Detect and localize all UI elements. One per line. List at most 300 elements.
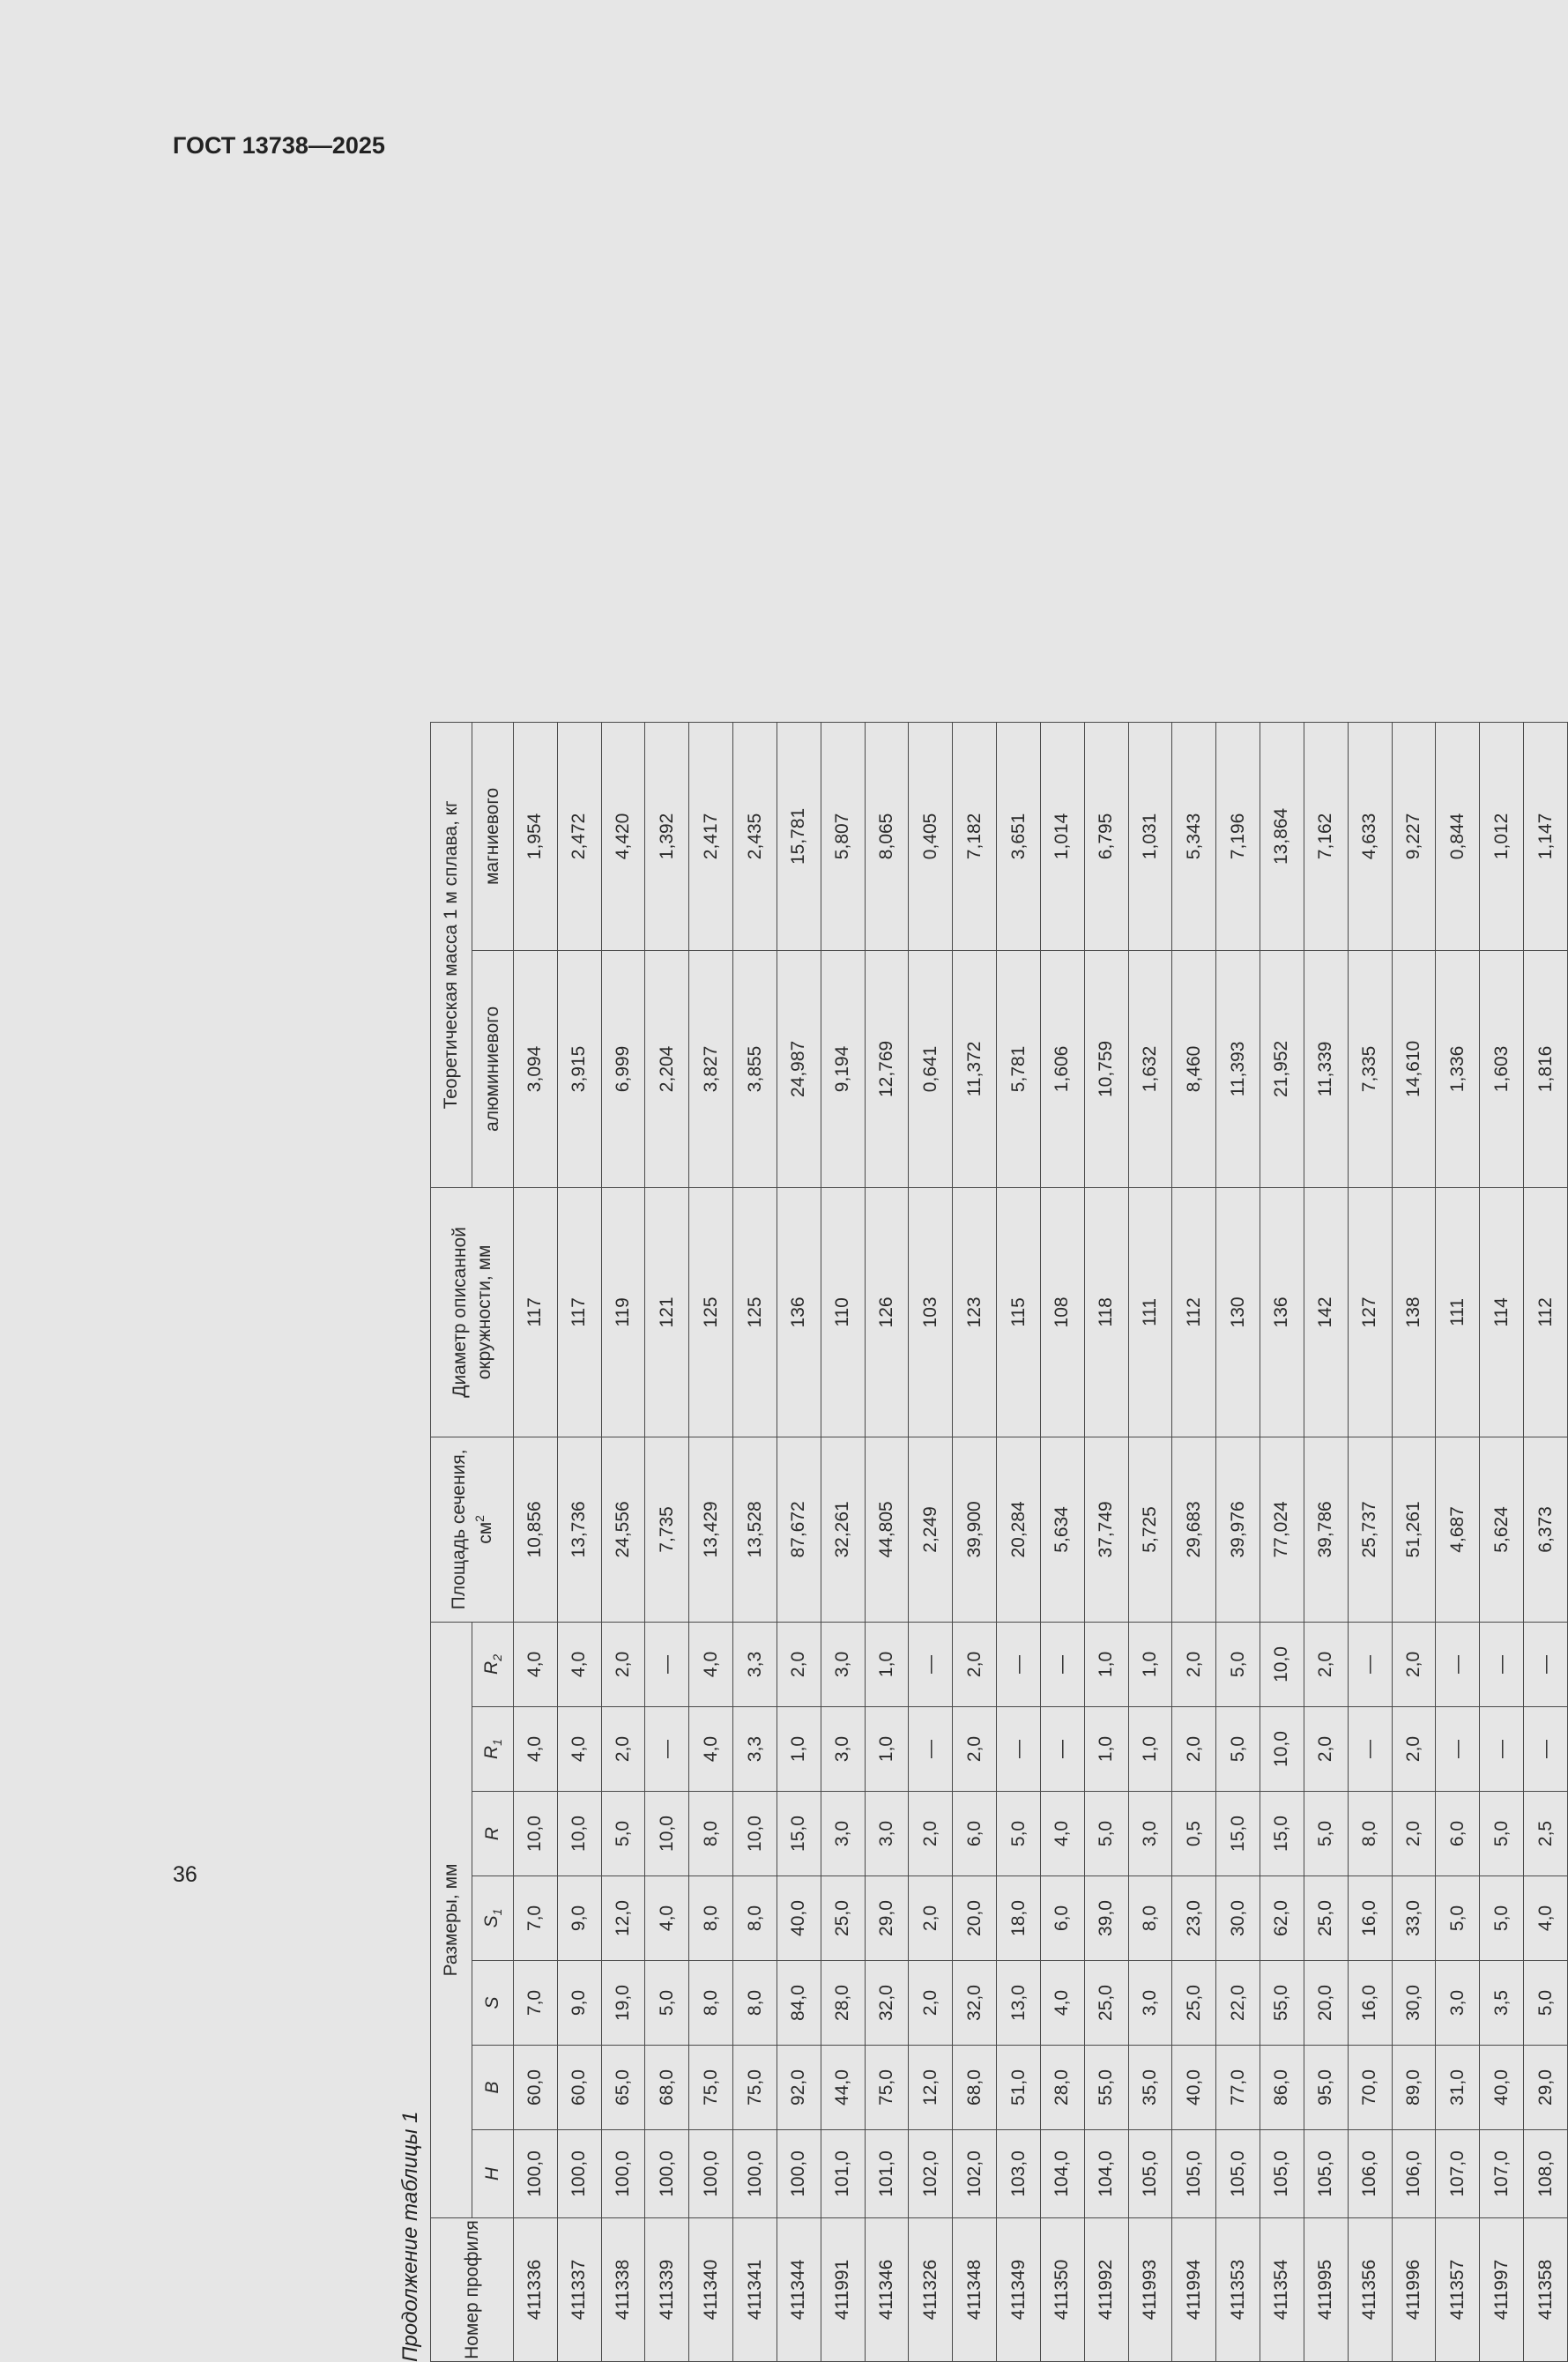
table-row (1524, 722, 1568, 2361)
cell-r: 2,0 (1392, 1792, 1436, 1876)
cell-s: 2,0 (909, 1961, 953, 2046)
cell-diameter: 114 (1480, 1187, 1524, 1437)
cell-s: 5,0 (645, 1961, 689, 2046)
cell-r1: 10,0 (1260, 1707, 1304, 1792)
cell-mass-aluminium: 1,632 (1128, 950, 1172, 1187)
cell-s: 8,0 (733, 1961, 777, 2046)
cell-b: 40,0 (1480, 2046, 1524, 2130)
cell-s: 30,0 (1392, 1961, 1436, 2046)
cell-mass-magnesium: 9,227 (1392, 722, 1436, 950)
cell-r: 3,0 (865, 1792, 909, 1876)
cell-r: 15,0 (1260, 1792, 1304, 1876)
table-row (514, 722, 558, 2361)
rotated-table-region (398, 723, 1556, 2362)
cell-h: 104,0 (1084, 2130, 1128, 2218)
cell-r1: — (997, 1707, 1041, 1792)
cell-r1: — (1436, 1707, 1480, 1792)
cell-b: 75,0 (689, 2046, 733, 2130)
col-header-diameter: Диаметр описанной окружности, мм (431, 1187, 514, 1437)
cell-h: 100,0 (557, 2130, 601, 2218)
cell-area: 39,976 (1216, 1437, 1260, 1622)
cell-mass-aluminium: 3,915 (557, 950, 601, 1187)
cell-area: 87,672 (777, 1437, 821, 1622)
cell-mass-magnesium: 1,954 (514, 722, 558, 950)
cell-r1: — (1480, 1707, 1524, 1792)
cell-mass-aluminium: 1,606 (1040, 950, 1084, 1187)
cell-s1: 6,0 (1040, 1876, 1084, 1961)
cell-area: 13,736 (557, 1437, 601, 1622)
cell-mass-aluminium: 10,759 (1084, 950, 1128, 1187)
document-header: ГОСТ 13738—2025 (173, 132, 385, 159)
cell-r1: 4,0 (689, 1707, 733, 1792)
cell-h: 107,0 (1436, 2130, 1480, 2218)
cell-s: 5,0 (1524, 1961, 1568, 2046)
cell-s: 3,0 (1128, 1961, 1172, 2046)
cell-mass-aluminium: 5,781 (997, 950, 1041, 1187)
cell-diameter: 103 (909, 1187, 953, 1437)
table-row (645, 722, 689, 2361)
cell-diameter: 111 (1128, 1187, 1172, 1437)
cell-area: 51,261 (1392, 1437, 1436, 1622)
cell-r2: 4,0 (514, 1622, 558, 1706)
cell-b: 68,0 (953, 2046, 997, 2130)
cell-mass-magnesium: 1,147 (1524, 722, 1568, 950)
cell-s: 20,0 (1304, 1961, 1348, 2046)
cell-r: 0,5 (1172, 1792, 1216, 1876)
col-header-R: R (472, 1792, 514, 1876)
cell-r2: 4,0 (557, 1622, 601, 1706)
cell-diameter: 112 (1524, 1187, 1568, 1437)
cell-mass-aluminium: 14,610 (1392, 950, 1436, 1187)
cell-mass-aluminium: 11,339 (1304, 950, 1348, 1187)
cell-s1: 5,0 (1480, 1876, 1524, 1961)
cell-area: 5,725 (1128, 1437, 1172, 1622)
cell-r1: 1,0 (1128, 1707, 1172, 1792)
cell-mass-magnesium: 1,012 (1480, 722, 1524, 950)
cell-mass-magnesium: 7,182 (953, 722, 997, 950)
cell-profile-no: 411991 (821, 2218, 865, 2362)
cell-r2: — (1480, 1622, 1524, 1706)
cell-s: 9,0 (557, 1961, 601, 2046)
cell-r: 2,0 (909, 1792, 953, 1876)
cell-s: 32,0 (953, 1961, 997, 2046)
cell-s1: 23,0 (1172, 1876, 1216, 1961)
table-row (601, 722, 645, 2361)
cell-r2: 10,0 (1260, 1622, 1304, 1706)
cell-s: 3,5 (1480, 1961, 1524, 2046)
cell-mass-aluminium: 1,336 (1436, 950, 1480, 1187)
cell-h: 105,0 (1304, 2130, 1348, 2218)
cell-profile-no: 411341 (733, 2218, 777, 2362)
cell-mass-magnesium: 0,844 (1436, 722, 1480, 950)
cell-s: 8,0 (689, 1961, 733, 2046)
col-header-S: S (472, 1961, 514, 2046)
cell-b: 68,0 (645, 2046, 689, 2130)
cell-r2: 2,0 (777, 1622, 821, 1706)
cell-diameter: 117 (514, 1187, 558, 1437)
cell-mass-magnesium: 15,781 (777, 722, 821, 950)
cell-profile-no: 411348 (953, 2218, 997, 2362)
cell-h: 102,0 (909, 2130, 953, 2218)
cell-s1: 30,0 (1216, 1876, 1260, 1961)
cell-r2: 1,0 (1128, 1622, 1172, 1706)
cell-mass-magnesium: 6,795 (1084, 722, 1128, 950)
cell-h: 100,0 (777, 2130, 821, 2218)
cell-s: 19,0 (601, 1961, 645, 2046)
cell-diameter: 118 (1084, 1187, 1128, 1437)
cell-s1: 62,0 (1260, 1876, 1304, 1961)
cell-profile-no: 411353 (1216, 2218, 1260, 2362)
cell-b: 75,0 (733, 2046, 777, 2130)
cell-mass-aluminium: 3,094 (514, 950, 558, 1187)
table-row (1348, 722, 1392, 2361)
cell-area: 29,683 (1172, 1437, 1216, 1622)
col-header-R2 (472, 1622, 514, 1706)
cell-r2: 2,0 (1304, 1622, 1348, 1706)
cell-diameter: 111 (1436, 1187, 1480, 1437)
cell-b: 51,0 (997, 2046, 1041, 2130)
cell-r1: 2,0 (601, 1707, 645, 1792)
col-header-profile-no: Номер профиля (431, 2218, 514, 2362)
cell-b: 29,0 (1524, 2046, 1568, 2130)
cell-r2: 1,0 (1084, 1622, 1128, 1706)
cell-s: 22,0 (1216, 1961, 1260, 2046)
cell-r: 6,0 (1436, 1792, 1480, 1876)
table-row (1128, 722, 1172, 2361)
cell-h: 106,0 (1392, 2130, 1436, 2218)
cell-area: 13,429 (689, 1437, 733, 1622)
cell-r1: 2,0 (953, 1707, 997, 1792)
cell-r2: 1,0 (865, 1622, 909, 1706)
cell-diameter: 110 (821, 1187, 865, 1437)
cell-mass-aluminium: 7,335 (1348, 950, 1392, 1187)
cell-mass-magnesium: 1,014 (1040, 722, 1084, 950)
cell-s1: 2,0 (909, 1876, 953, 1961)
cell-area: 37,749 (1084, 1437, 1128, 1622)
cell-r: 5,0 (1084, 1792, 1128, 1876)
cell-h: 105,0 (1128, 2130, 1172, 2218)
cell-area: 39,900 (953, 1437, 997, 1622)
table-row (997, 722, 1041, 2361)
cell-s1: 8,0 (1128, 1876, 1172, 1961)
cell-profile-no: 411339 (645, 2218, 689, 2362)
table-row (1304, 722, 1348, 2361)
cell-s1: 39,0 (1084, 1876, 1128, 1961)
cell-r2: 2,0 (1172, 1622, 1216, 1706)
cell-r2: — (909, 1622, 953, 1706)
cell-r: 4,0 (1040, 1792, 1084, 1876)
cell-s1: 40,0 (777, 1876, 821, 1961)
cell-r: 5,0 (1304, 1792, 1348, 1876)
cell-mass-magnesium: 13,864 (1260, 722, 1304, 950)
cell-mass-magnesium: 7,196 (1216, 722, 1260, 950)
cell-s: 32,0 (865, 1961, 909, 2046)
cell-s1: 8,0 (733, 1876, 777, 1961)
cell-s1: 25,0 (821, 1876, 865, 1961)
area-label: Площадь сечения, см (449, 1449, 495, 1610)
cell-b: 40,0 (1172, 2046, 1216, 2130)
cell-b: 55,0 (1084, 2046, 1128, 2130)
cell-mass-aluminium: 21,952 (1260, 950, 1304, 1187)
cell-s: 55,0 (1260, 1961, 1304, 2046)
cell-profile-no: 411354 (1260, 2218, 1304, 2362)
cell-s: 7,0 (514, 1961, 558, 2046)
r1-subscript: 1 (490, 1739, 505, 1746)
cell-mass-aluminium: 11,372 (953, 950, 997, 1187)
cell-h: 105,0 (1172, 2130, 1216, 2218)
cell-mass-aluminium: 8,460 (1172, 950, 1216, 1187)
cell-area: 7,735 (645, 1437, 689, 1622)
cell-diameter: 119 (601, 1187, 645, 1437)
cell-r: 8,0 (1348, 1792, 1392, 1876)
cell-b: 60,0 (557, 2046, 601, 2130)
cell-mass-magnesium: 5,343 (1172, 722, 1216, 950)
table-row (1392, 722, 1436, 2361)
cell-diameter: 125 (733, 1187, 777, 1437)
cell-b: 31,0 (1436, 2046, 1480, 2130)
cell-mass-magnesium: 4,420 (601, 722, 645, 950)
cell-r1: — (909, 1707, 953, 1792)
table-row (557, 722, 601, 2361)
cell-area: 24,556 (601, 1437, 645, 1622)
cell-area: 39,786 (1304, 1437, 1348, 1622)
cell-profile-no: 411996 (1392, 2218, 1436, 2362)
cell-mass-aluminium: 6,999 (601, 950, 645, 1187)
r1-base: R (481, 1745, 502, 1759)
cell-h: 100,0 (645, 2130, 689, 2218)
cell-mass-magnesium: 5,807 (821, 722, 865, 950)
cell-r: 3,0 (821, 1792, 865, 1876)
table-row (1040, 722, 1084, 2361)
cell-s1: 33,0 (1392, 1876, 1436, 1961)
cell-diameter: 136 (1260, 1187, 1304, 1437)
cell-r2: 5,0 (1216, 1622, 1260, 1706)
cell-profile-no: 411337 (557, 2218, 601, 2362)
col-header-H: H (472, 2130, 514, 2218)
table-row (1480, 722, 1524, 2361)
cell-r: 10,0 (557, 1792, 601, 1876)
cell-r: 5,0 (601, 1792, 645, 1876)
cell-h: 105,0 (1216, 2130, 1260, 2218)
cell-area: 4,687 (1436, 1437, 1480, 1622)
cell-mass-aluminium: 11,393 (1216, 950, 1260, 1187)
cell-r1: — (1524, 1707, 1568, 1792)
cell-h: 101,0 (821, 2130, 865, 2218)
table-row (1216, 722, 1260, 2361)
cell-h: 104,0 (1040, 2130, 1084, 2218)
cell-r2: — (645, 1622, 689, 1706)
cell-mass-magnesium: 2,472 (557, 722, 601, 950)
cell-b: 92,0 (777, 2046, 821, 2130)
cell-s1: 9,0 (557, 1876, 601, 1961)
cell-diameter: 125 (689, 1187, 733, 1437)
cell-r2: 2,0 (601, 1622, 645, 1706)
cell-area: 13,528 (733, 1437, 777, 1622)
area-superscript: 2 (472, 1515, 487, 1522)
r2-base: R (481, 1660, 502, 1675)
cell-s1: 5,0 (1436, 1876, 1480, 1961)
cell-diameter: 108 (1040, 1187, 1084, 1437)
cell-mass-magnesium: 1,031 (1128, 722, 1172, 950)
cell-profile-no: 411992 (1084, 2218, 1128, 2362)
cell-mass-aluminium: 12,769 (865, 950, 909, 1187)
cell-r1: 3,3 (733, 1707, 777, 1792)
col-header-aluminium: алюминиевого (472, 950, 514, 1187)
cell-profile-no: 411357 (1436, 2218, 1480, 2362)
cell-mass-aluminium: 1,816 (1524, 950, 1568, 1187)
cell-profile-no: 411346 (865, 2218, 909, 2362)
cell-h: 107,0 (1480, 2130, 1524, 2218)
cell-s1: 16,0 (1348, 1876, 1392, 1961)
cell-h: 100,0 (514, 2130, 558, 2218)
cell-profile-no: 411997 (1480, 2218, 1524, 2362)
col-header-R1 (472, 1707, 514, 1792)
cell-r1: — (645, 1707, 689, 1792)
cell-r: 3,0 (1128, 1792, 1172, 1876)
cell-r2: — (1436, 1622, 1480, 1706)
cell-mass-aluminium: 24,987 (777, 950, 821, 1187)
cell-r: 2,5 (1524, 1792, 1568, 1876)
cell-r: 10,0 (514, 1792, 558, 1876)
cell-s1: 18,0 (997, 1876, 1041, 1961)
cell-s1: 4,0 (1524, 1876, 1568, 1961)
cell-r2: 3,3 (733, 1622, 777, 1706)
cell-area: 5,624 (1480, 1437, 1524, 1622)
cell-profile-no: 411336 (514, 2218, 558, 2362)
cell-s1: 25,0 (1304, 1876, 1348, 1961)
cell-r2: 2,0 (953, 1622, 997, 1706)
cell-s: 3,0 (1436, 1961, 1480, 2046)
cell-r1: 3,0 (821, 1707, 865, 1792)
cell-profile-no: 411344 (777, 2218, 821, 2362)
cell-mass-magnesium: 4,633 (1348, 722, 1392, 950)
cell-diameter: 130 (1216, 1187, 1260, 1437)
cell-h: 102,0 (953, 2130, 997, 2218)
cell-s1: 4,0 (645, 1876, 689, 1961)
cell-diameter: 142 (1304, 1187, 1348, 1437)
col-header-B: B (472, 2046, 514, 2130)
cell-r1: 4,0 (557, 1707, 601, 1792)
cell-r: 5,0 (1480, 1792, 1524, 1876)
cell-r: 6,0 (953, 1792, 997, 1876)
table-caption: Продолжение таблицы 1 (398, 2111, 422, 2362)
page-number: 36 (173, 1862, 197, 1887)
cell-profile-no: 411350 (1040, 2218, 1084, 2362)
cell-r1: 1,0 (1084, 1707, 1128, 1792)
col-group-mass: Теоретическая масса 1 м сплава, кг (431, 722, 472, 1187)
cell-r1: 5,0 (1216, 1707, 1260, 1792)
cell-s1: 20,0 (953, 1876, 997, 1961)
cell-h: 106,0 (1348, 2130, 1392, 2218)
cell-b: 75,0 (865, 2046, 909, 2130)
cell-mass-aluminium: 2,204 (645, 950, 689, 1187)
cell-h: 100,0 (733, 2130, 777, 2218)
cell-r2: — (1524, 1622, 1568, 1706)
cell-r1: 1,0 (777, 1707, 821, 1792)
cell-profile-no: 411349 (997, 2218, 1041, 2362)
cell-diameter: 123 (953, 1187, 997, 1437)
cell-mass-magnesium: 8,065 (865, 722, 909, 950)
table-row (909, 722, 953, 2361)
table-body (514, 722, 1568, 2361)
cell-r2: 4,0 (689, 1622, 733, 1706)
cell-r1: 4,0 (514, 1707, 558, 1792)
table-row (1260, 722, 1304, 2361)
cell-area: 44,805 (865, 1437, 909, 1622)
cell-diameter: 121 (645, 1187, 689, 1437)
cell-b: 77,0 (1216, 2046, 1260, 2130)
cell-s1: 8,0 (689, 1876, 733, 1961)
cell-s1: 7,0 (514, 1876, 558, 1961)
cell-b: 95,0 (1304, 2046, 1348, 2130)
cell-diameter: 126 (865, 1187, 909, 1437)
cell-b: 70,0 (1348, 2046, 1392, 2130)
cell-profile-no: 411340 (689, 2218, 733, 2362)
cell-r1: 2,0 (1172, 1707, 1216, 1792)
cell-r2: — (1348, 1622, 1392, 1706)
cell-s: 28,0 (821, 1961, 865, 2046)
cell-profile-no: 411993 (1128, 2218, 1172, 2362)
cell-b: 60,0 (514, 2046, 558, 2130)
cell-mass-aluminium: 3,827 (689, 950, 733, 1187)
cell-b: 35,0 (1128, 2046, 1172, 2130)
table-row (1084, 722, 1128, 2361)
cell-s: 25,0 (1084, 1961, 1128, 2046)
cell-mass-magnesium: 1,392 (645, 722, 689, 950)
cell-s: 84,0 (777, 1961, 821, 2046)
cell-area: 25,737 (1348, 1437, 1392, 1622)
cell-s1: 29,0 (865, 1876, 909, 1961)
cell-r: 5,0 (997, 1792, 1041, 1876)
cell-profile-no: 411338 (601, 2218, 645, 2362)
cell-b: 44,0 (821, 2046, 865, 2130)
cell-r1: — (1040, 1707, 1084, 1792)
cell-h: 101,0 (865, 2130, 909, 2218)
cell-r1: 2,0 (1304, 1707, 1348, 1792)
cell-area: 6,373 (1524, 1437, 1568, 1622)
table-row (1436, 722, 1480, 2361)
cell-s: 25,0 (1172, 1961, 1216, 2046)
cell-h: 108,0 (1524, 2130, 1568, 2218)
table-row (865, 722, 909, 2361)
cell-mass-magnesium: 7,162 (1304, 722, 1348, 950)
cell-area: 20,284 (997, 1437, 1041, 1622)
cell-profile-no: 411994 (1172, 2218, 1216, 2362)
s1-subscript: 1 (490, 1908, 505, 1916)
cell-h: 105,0 (1260, 2130, 1304, 2218)
cell-mass-magnesium: 3,651 (997, 722, 1041, 950)
cell-profile-no: 411356 (1348, 2218, 1392, 2362)
cell-area: 77,024 (1260, 1437, 1304, 1622)
cell-s: 16,0 (1348, 1961, 1392, 2046)
profiles-table (430, 722, 1568, 2362)
cell-mass-magnesium: 2,417 (689, 722, 733, 950)
cell-mass-aluminium: 9,194 (821, 950, 865, 1187)
cell-s: 13,0 (997, 1961, 1041, 2046)
col-group-dimensions: Размеры, мм (431, 1622, 472, 2217)
cell-s1: 12,0 (601, 1876, 645, 1961)
cell-h: 103,0 (997, 2130, 1041, 2218)
cell-h: 100,0 (601, 2130, 645, 2218)
cell-b: 65,0 (601, 2046, 645, 2130)
cell-diameter: 115 (997, 1187, 1041, 1437)
cell-r: 15,0 (1216, 1792, 1260, 1876)
cell-area: 10,856 (514, 1437, 558, 1622)
cell-r2: — (997, 1622, 1041, 1706)
cell-b: 28,0 (1040, 2046, 1084, 2130)
cell-r2: 2,0 (1392, 1622, 1436, 1706)
cell-mass-aluminium: 3,855 (733, 950, 777, 1187)
